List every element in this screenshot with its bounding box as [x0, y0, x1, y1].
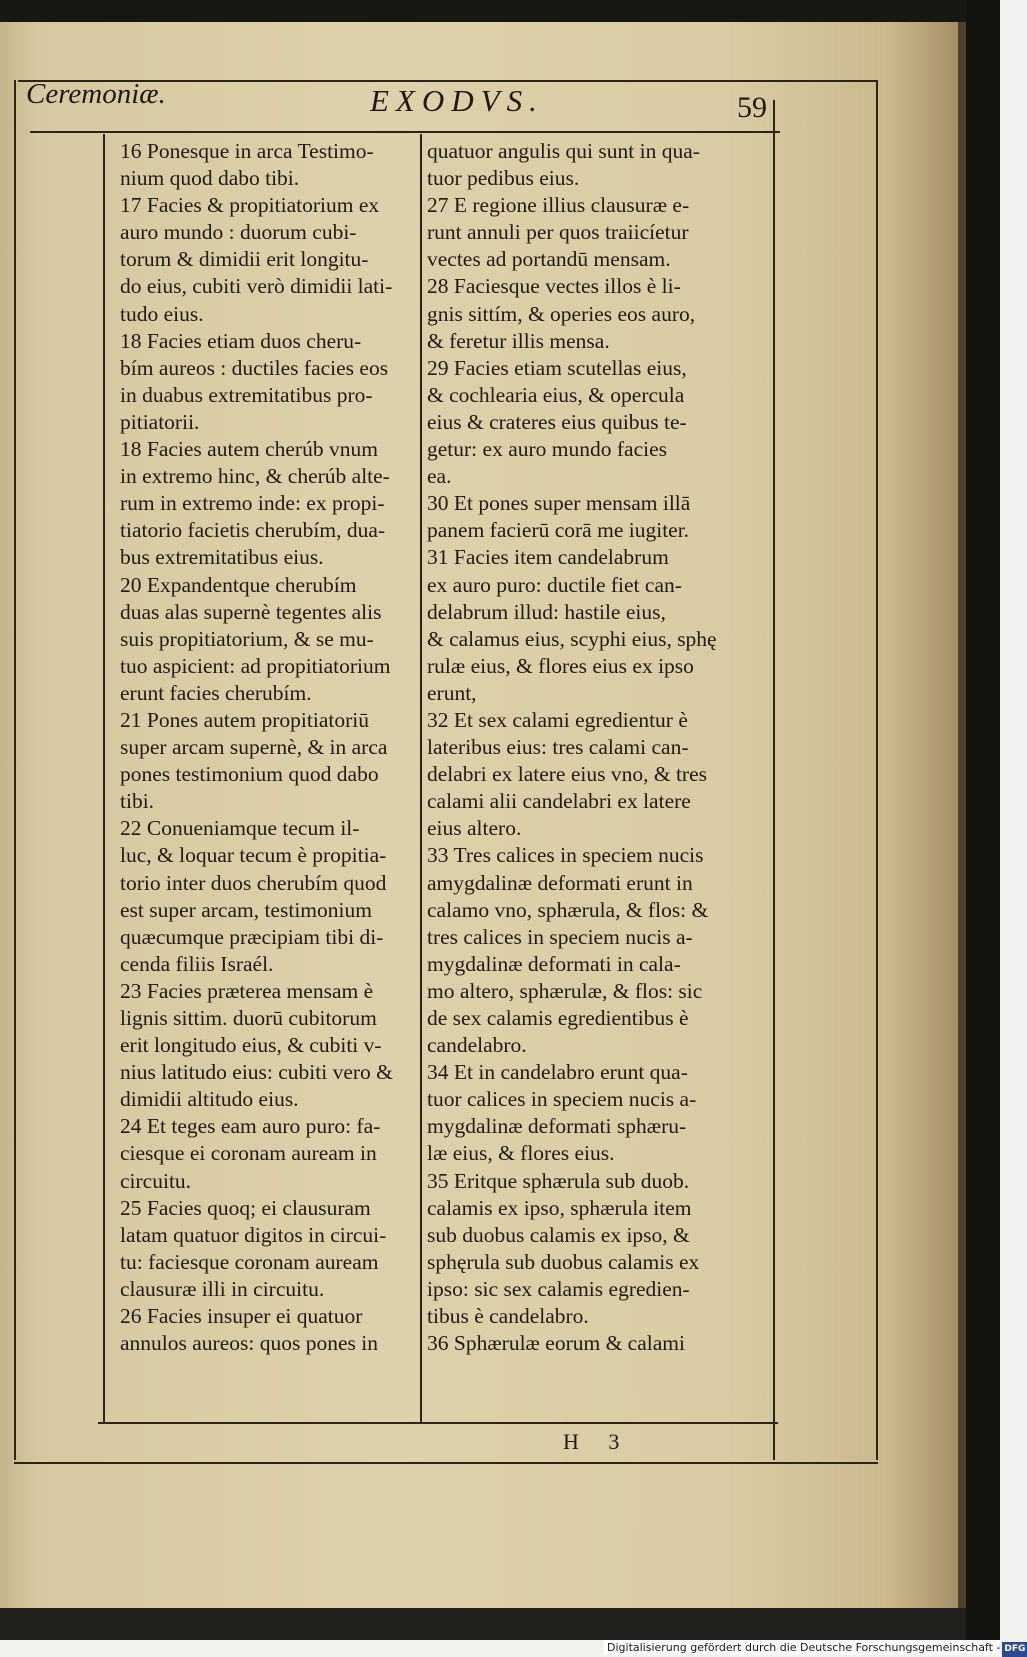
text-line: delabrum illud: hastile eius,	[427, 599, 666, 624]
running-head-left: Ceremoniæ.	[26, 78, 166, 110]
text-line: 26 Facies insuper ei quatuor	[120, 1304, 363, 1329]
text-line: nius latitudo eius: cubiti vero &	[120, 1060, 393, 1085]
text-line: tibus è candelabro.	[427, 1304, 589, 1329]
bottom-outer-rule	[14, 1462, 878, 1464]
scanner-border-bottom	[0, 1608, 966, 1640]
text-line: eius altero.	[427, 816, 522, 841]
text-line: 21 Pones autem propitiatoriū	[120, 707, 370, 732]
header-rule	[30, 131, 780, 133]
left-text-border	[103, 134, 105, 1424]
text-line: mygdalinæ deformati sphæru-	[427, 1114, 687, 1139]
text-line: torum & dimidii erit longitu-	[120, 247, 369, 272]
text-line: tuor calices in speciem nucis a-	[427, 1087, 697, 1112]
running-head-title: EXODVS.	[370, 83, 544, 118]
text-line: lignis sittim. duorū cubitorum	[120, 1006, 377, 1030]
text-line: vectes ad portandū mensam.	[427, 247, 671, 272]
text-line: 18 Facies autem cherúb vnum	[120, 437, 378, 462]
scanner-border-right	[966, 0, 1000, 1640]
text-line: & calamus eius, scyphi eius, sphę	[427, 626, 717, 651]
text-line: quæcumque præcipiam tibi di-	[120, 924, 384, 949]
text-line: luc, & loquar tecum è propitia-	[120, 843, 387, 868]
text-line: 27 E regione illius clausuræ e-	[427, 193, 690, 218]
text-line: duas alas supernè tegentes alis	[120, 599, 382, 624]
right-text-border	[773, 100, 775, 1460]
text-line: de sex calamis egredientibus è	[427, 1006, 689, 1030]
text-line: bím aureos : ductiles facies eos	[120, 355, 389, 380]
text-line: 24 Et teges eam auro puro: fa-	[120, 1114, 381, 1139]
text-line: tibi.	[120, 789, 155, 814]
text-line: ipso: sic sex calamis egredien-	[427, 1276, 690, 1301]
text-line: mygdalinæ deformati in cala-	[427, 951, 681, 976]
text-line: ciesque ei coronam auream in	[120, 1141, 377, 1166]
text-line: sphęrula sub duobus calamis ex	[427, 1249, 700, 1274]
paper-gutter-shadow	[958, 22, 966, 1608]
text-line: latam quatuor digitos in circui-	[120, 1222, 387, 1247]
text-line: & cochlearia eius, & opercula	[427, 382, 685, 407]
text-line: 30 Et pones super mensam illā	[427, 491, 691, 516]
text-line: rulæ eius, & flores eius ex ipso	[427, 653, 694, 678]
text-line: quatuor angulis qui sunt in qua-	[427, 139, 700, 163]
text-line: getur: ex auro mundo facies	[427, 437, 667, 462]
text-line: 18 Facies etiam duos cheru-	[120, 328, 362, 353]
page-number: 59	[737, 91, 767, 124]
text-line: auro mundo : duorum cubi-	[120, 220, 357, 245]
text-line: & feretur illis mensa.	[427, 328, 610, 353]
text-line: calamo vno, sphærula, & flos: &	[427, 897, 709, 922]
text-line: sub duobus calamis ex ipso, &	[427, 1222, 690, 1247]
credit-text: Digitalisierung gefördert durch die Deutsche Forschungsgemeinschaft -	[607, 1641, 1001, 1654]
text-line: suis propitiatorium, & se mu-	[120, 626, 374, 651]
text-line: mo altero, sphærulæ, & flos: sic	[427, 978, 703, 1003]
text-line: do eius, cubiti verò dimidii lati-	[120, 274, 393, 299]
text-line: ex auro puro: ductile fiet can-	[427, 572, 682, 597]
text-line: delabri ex latere eius vno, & tres	[427, 762, 707, 787]
text-line: pitiatorii.	[120, 409, 200, 434]
text-line: 16 Ponesque in arca Testimo-	[120, 139, 374, 163]
text-line: clausuræ illi in circuitu.	[120, 1276, 325, 1301]
text-line: gnis sittím, & operies eos auro,	[427, 301, 696, 326]
text-line: pones testimonium quod dabo	[120, 762, 379, 787]
text-line: candelabro.	[427, 1033, 527, 1058]
text-line: 17 Facies & propitiatorium ex	[120, 193, 380, 218]
text-line: tres calices in speciem nucis a-	[427, 924, 693, 949]
text-line: eius & crateres eius quibus te-	[427, 409, 687, 434]
text-line: est super arcam, testimonium	[120, 897, 372, 922]
text-line: runt annuli per quos traiicíetur	[427, 220, 689, 245]
text-line: erunt,	[427, 680, 477, 705]
text-line: lateribus eius: tres calami can-	[427, 735, 689, 760]
left-outer-border	[14, 80, 16, 1460]
text-line: circuitu.	[120, 1168, 192, 1193]
text-line: in duabus extremitatibus pro-	[120, 382, 373, 407]
dfg-logo: DFG	[1002, 1642, 1027, 1657]
text-line: nium quod dabo tibi.	[120, 166, 300, 191]
text-line: 32 Et sex calami egredientur è	[427, 707, 688, 732]
text-line: tuo aspicient: ad propitiatorium	[120, 653, 391, 678]
text-line: dimidii altitudo eius.	[120, 1087, 299, 1112]
right-text-column	[427, 138, 772, 1357]
column-divider	[420, 134, 422, 1424]
text-line: torio inter duos cherubím quod	[120, 870, 387, 895]
text-line: ea.	[427, 464, 452, 489]
text-line: super arcam supernè, & in arca	[120, 735, 388, 760]
text-line: læ eius, & flores eius.	[427, 1141, 615, 1166]
text-line: in extremo hinc, & cherúb alte-	[120, 464, 390, 489]
text-line: rum in extremo inde: ex propi-	[120, 491, 385, 516]
text-line: tuor pedibus eius.	[427, 166, 580, 191]
text-line: 35 Eritque sphærula sub duob.	[427, 1168, 690, 1193]
text-line: tiatorio facietis cherubím, dua-	[120, 518, 386, 543]
footer-rule	[98, 1422, 778, 1424]
text-line: annulos aureos: quos pones in	[120, 1331, 378, 1356]
digitization-credit	[603, 1640, 1026, 1655]
left-text-column	[120, 138, 418, 1357]
text-line: amygdalinæ deformati erunt in	[427, 870, 693, 895]
text-line: 34 Et in candelabro erunt qua-	[427, 1060, 688, 1085]
text-line: tu: faciesque coronam auream	[120, 1249, 379, 1274]
text-line: bus extremitatibus eius.	[120, 545, 324, 570]
text-line: erit longitudo eius, & cubiti v-	[120, 1033, 382, 1058]
text-line: calamis ex ipso, sphærula item	[427, 1195, 692, 1220]
text-line: 36 Sphærulæ eorum & calami	[427, 1331, 685, 1356]
text-line: calami alii candelabri ex latere	[427, 789, 691, 814]
scanner-border-top	[0, 0, 1000, 22]
text-line: 25 Facies quoq; ei clausuram	[120, 1195, 371, 1220]
text-line: 22 Conueniamque tecum il-	[120, 816, 360, 841]
text-line: panem facierū corā me iugiter.	[427, 518, 690, 543]
text-line: 28 Faciesque vectes illos è li-	[427, 274, 681, 299]
right-outer-border	[876, 80, 878, 1460]
text-line: erunt facies cherubím.	[120, 680, 312, 705]
signature-mark: H 3	[563, 1429, 632, 1454]
text-line: 29 Facies etiam scutellas eius,	[427, 355, 687, 380]
text-line: tudo eius.	[120, 301, 204, 326]
text-line: 33 Tres calices in speciem nucis	[427, 843, 704, 868]
text-line: 31 Facies item candelabrum	[427, 545, 669, 570]
text-line: 20 Expandentque cherubím	[120, 572, 357, 597]
text-line: 23 Facies præterea mensam è	[120, 978, 374, 1003]
text-line: cenda filiis Israél.	[120, 951, 274, 976]
